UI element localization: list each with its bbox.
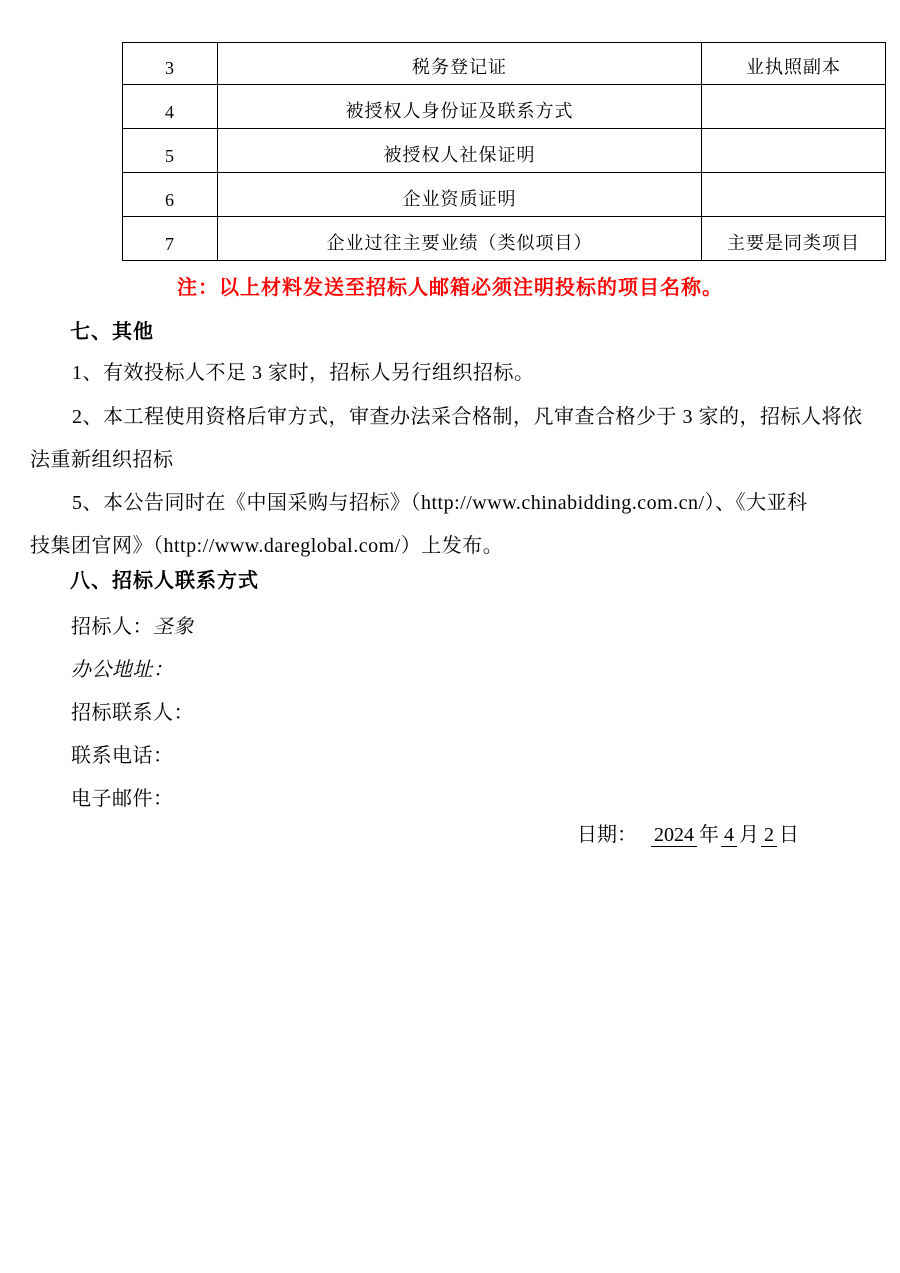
table-row [123,217,886,261]
row-number-cell: 5 [123,129,218,173]
material-note-cell: 主要是同类项目 [702,217,886,261]
material-note-cell [702,85,886,129]
paragraph-item1: 1、有效投标人不足 3 家时，招标人另行组织招标。 [72,362,535,384]
date-year: 2024 [651,824,697,847]
materials-table [122,42,886,261]
tenderer-line [71,610,194,639]
date-month-unit: 月 [739,824,759,846]
material-name-cell: 被授权人身份证及联系方式 [218,85,702,129]
material-note-cell [702,129,886,173]
tenderer-label: 招标人： [71,616,153,638]
contact-person-line: 招标联系人： [71,702,194,724]
row-number-cell: 6 [123,173,218,217]
tenderer-value: 圣象 [153,616,194,638]
material-name-cell: 企业过往主要业绩（类似项目） [218,217,702,261]
email-line: 电子邮件： [71,788,174,810]
row-number-cell: 3 [123,43,218,85]
row-number-cell: 4 [123,85,218,129]
section-heading-other: 七、其他 [70,321,154,343]
material-note-cell [702,173,886,217]
date-day: 2 [761,824,777,847]
material-name-cell: 税务登记证 [218,43,702,85]
table-row [123,173,886,217]
office-address-line: 办公地址： [71,659,174,681]
date-month: 4 [721,824,737,847]
date-day-unit: 日 [779,824,799,846]
table-row [123,85,886,129]
section-heading-contact: 八、招标人联系方式 [70,570,259,592]
notice-text: 注：以上材料发送至招标人邮箱必须注明投标的项目名称。 [177,277,723,299]
paragraph-item5-line2: 技集团官网》（http://www.dareglobal.com/）上发布。 [30,535,504,557]
paragraph-item2-line2: 法重新组织招标 [30,449,174,471]
material-name-cell: 企业资质证明 [218,173,702,217]
paragraph-item5-line1: 5、本公告同时在《中国采购与招标》（http://www.chinabidding.com.cn/）、《大亚科 [72,492,808,514]
table-row [123,129,886,173]
date-label: 日期： [577,824,637,846]
material-note-cell: 业执照副本 [702,43,886,85]
date-year-unit: 年 [699,824,719,846]
row-number-cell: 7 [123,217,218,261]
date-line [577,818,801,847]
phone-line: 联系电话： [71,745,174,767]
material-name-cell: 被授权人社保证明 [218,129,702,173]
paragraph-item2-line1: 2、本工程使用资格后审方式，审查办法采合格制，凡审查合格少于 3 家的，招标人将依 [72,406,863,428]
table-row [123,43,886,85]
